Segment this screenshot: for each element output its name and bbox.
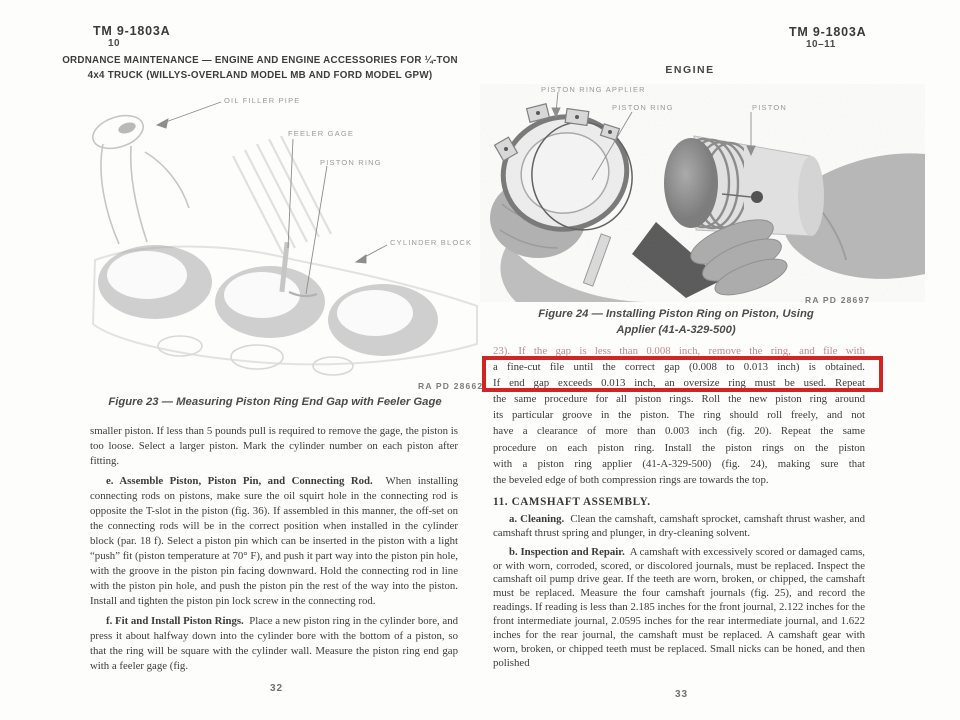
text-line: with a piston ring applier (41-A-329-500) (fig. 24), making sure that: [493, 457, 865, 470]
text-line: the same procedure for all piston rings. Roll the new piston ring around: [493, 393, 865, 406]
figure-23-photo-number: RA PD 28662: [418, 381, 484, 391]
figure-24-caption-line1: Figure 24 — Installing Piston Ring on Piston, Using: [538, 308, 814, 320]
paragraph-b-inspection: [493, 546, 865, 671]
right-body-text: [493, 343, 865, 671]
left-tm-number: TM 9-1803A: [93, 24, 171, 38]
left-body-text: [90, 424, 458, 674]
paragraph-f-text: Place a new piston ring in the cylinder bore, and press it about halfway down into the cylinder bore with the bottom of a piston, so that the ring will be square with the cylinder wall. Measure the piston ring end gap with a feeler gage (fig.: [90, 615, 459, 672]
paragraph-a-text: Clean the camshaft, camshaft sprocket, camshaft thrust washer, and camshaft thrust spring and plunger, in dry-cleaning solvent.: [493, 512, 865, 539]
figure-23-caption: Figure 23 — Measuring Piston Ring End Gap with Feeler Gage: [108, 396, 442, 408]
paragraph-b-text: A camshaft with excessively scored or damaged cams, or with worn, corroded, scored, or discolored journals, must be replaced. Inspect the camshaft oil pump drive gear. If the teeth are worn, broken, or chipped, the camshaft must be replaced. Measure the four camshaft journals (fig. 25), and record the readings. If reading is less than 2.185 inches for the front journal, 2.122 inches for the front intermediate journal, 2.0595 inches for the rear intermediate journal, and 1.622 inches for the rear journal, the camshaft must be replaced. A camshaft gear with worn, broken, or chipped teeth must be replaced. Small nicks can be honed, and then polished: [493, 545, 865, 669]
paragraph-e: [90, 474, 458, 609]
label-cylinder-block: CYLINDER BLOCK: [390, 238, 473, 247]
figure-24-caption-line2: Applier (41-A-329-500): [616, 324, 736, 336]
document-title-line2: 4x4 TRUCK (WILLYS-OVERLAND MODEL MB AND FORD MODEL GPW): [87, 70, 433, 81]
paragraph-f: [90, 614, 458, 674]
text-line: the beveled edge of both compression rings are towards the top.: [493, 473, 769, 486]
paragraph-a-cleaning: [493, 513, 865, 541]
text-line: procedure on each piston ring. Install the piston rings on the piston: [493, 441, 865, 454]
paragraph-b-lead: b. Inspection and Repair.: [509, 545, 625, 558]
text-line: a fine-cut file until the correct gap (0.008 to 0.013 inch) is obtained.: [493, 361, 865, 374]
label-oil-filler-pipe: OIL FILLER PIPE: [224, 96, 301, 105]
right-tm-number: TM 9-1803A: [789, 25, 867, 39]
left-page-number: 32: [270, 683, 284, 694]
figure-24-photo-number: RA PD 28697: [805, 295, 871, 305]
camshaft-assembly-heading: 11. CAMSHAFT ASSEMBLY.: [493, 495, 651, 508]
right-page-number: 33: [675, 689, 689, 700]
figure-24-image: [480, 84, 925, 302]
right-page-ref: 10–11: [806, 39, 836, 50]
highlight-annotation-box: [482, 356, 883, 392]
text-line: If end gap exceeds 0.013 inch, an oversize ring must be used. Repeat: [493, 377, 865, 390]
label-piston: PISTON: [752, 103, 787, 112]
document-title-line1: ORDNANCE MAINTENANCE — ENGINE AND ENGINE ACCESSORIES FOR ¼-TON: [62, 55, 458, 66]
label-piston-ring-applier: PISTON RING APPLIER: [541, 85, 646, 94]
label-piston-ring-right: PISTON RING: [612, 103, 674, 112]
paragraph-e-text: When installing connecting rods on pistons, make sure the oil squirt hole in the connecting rod is opposite the T-slot in the piston (fig. 36). If assembled in this manner, the off-set on the connecting rods will be in the correct position when installed in the cylinder block (par. 18 f). Select a piston pin which can be inserted in the piston with a light “push” fit (piston temperature at 70° F), and push it part way into the piston pin hole, with the groove in the piston pin facing downward. Hold the connecting rod in line with the piston pin hole, and push the piston pin the rest of the way into the piston. Install and tighten the piston pin lock screw in the connecting rod.: [90, 475, 458, 607]
paragraph-f-lead: f. Fit and Install Piston Rings.: [106, 615, 244, 627]
paragraph-continuation: smaller piston. If less than 5 pounds pull is required to remove the gage, the piston is too loose. Select a larger piston. Mark the cylinder number on each piston after fitting.: [90, 425, 458, 467]
left-page-ref: 10: [108, 38, 121, 49]
text-line: its particular groove in the piston. The ring should roll freely, and not: [493, 409, 865, 422]
paragraph-e-lead: e. Assemble Piston, Piston Pin, and Connecting Rod.: [106, 475, 373, 487]
text-line: have a clearance of more than 0.003 inch (fig. 20). Repeat the same: [493, 425, 865, 438]
paragraph-a-lead: a. Cleaning.: [509, 512, 565, 525]
text-line: 23). If the gap is less than 0.008 inch, remove the ring, and file with: [493, 345, 865, 357]
engine-section-heading: ENGINE: [665, 64, 715, 76]
label-feeler-gage: FEELER GAGE: [288, 129, 355, 138]
label-piston-ring-left: PISTON RING: [320, 158, 382, 167]
